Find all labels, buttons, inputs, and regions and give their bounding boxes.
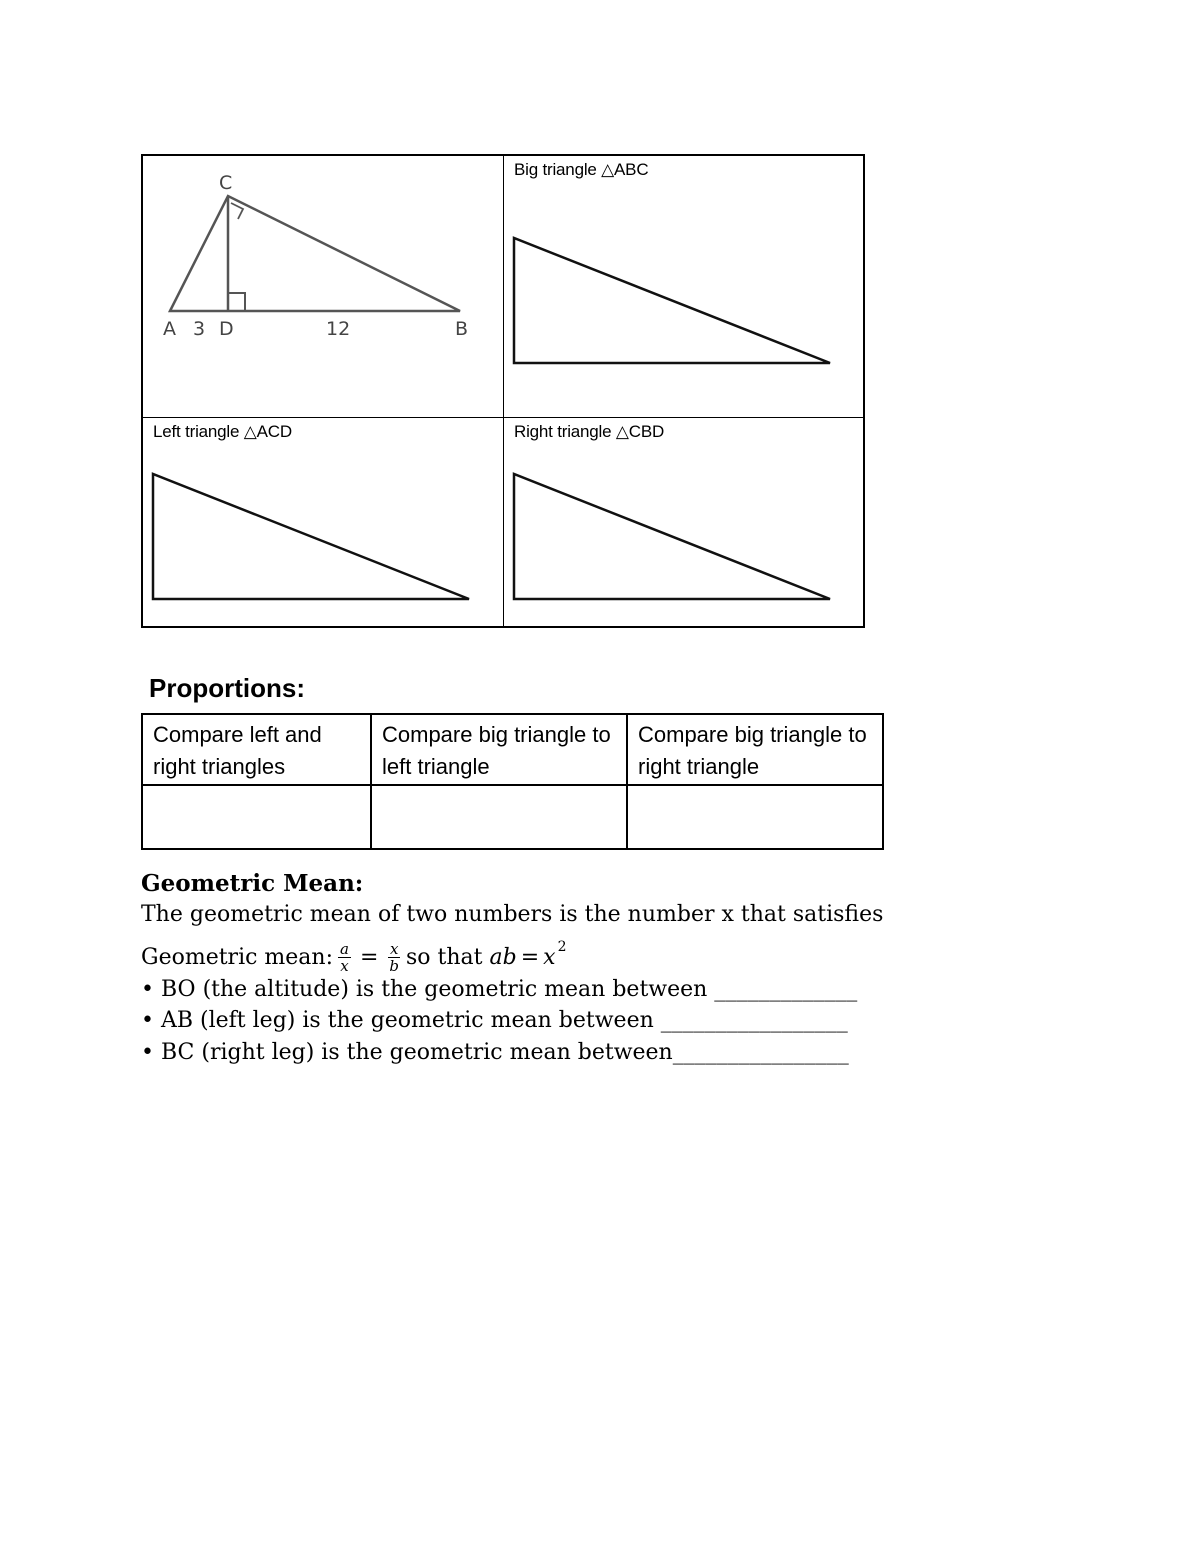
fraction2-numerator: x <box>389 939 399 958</box>
label-d: D <box>219 318 234 340</box>
label-a: A <box>163 318 176 340</box>
cell-big-triangle <box>504 156 865 418</box>
x-variable: x <box>543 944 556 970</box>
label-b: B <box>455 318 469 340</box>
label-ad-length: 3 <box>193 318 206 340</box>
answer-big-left[interactable] <box>371 785 627 849</box>
geometric-mean-heading: Geometric Mean: <box>141 870 364 897</box>
fraction2-denominator: b <box>389 956 400 975</box>
bullet-left-leg: • AB (left leg) is the geometric mean between _________________ <box>141 1008 848 1033</box>
left-triangle-drawing <box>143 418 503 626</box>
fraction-x-over-b <box>387 941 401 974</box>
label-db-length: 12 <box>326 318 351 340</box>
product-ab: ab <box>489 944 517 970</box>
col-big-left: Compare big triangle to left triangle <box>371 714 627 785</box>
exponent-two: 2 <box>557 939 567 955</box>
cell-right-triangle <box>504 418 865 626</box>
label-c: C <box>219 172 233 194</box>
fraction1-numerator: a <box>340 939 349 958</box>
geometric-mean-definition: The geometric mean of two numbers is the number x that satisfies <box>141 902 884 927</box>
bullet-altitude: • BO (the altitude) is the geometric mean between _____________ <box>141 977 858 1002</box>
answer-left-right[interactable] <box>142 785 371 849</box>
geometric-mean-formula <box>141 935 567 979</box>
proportions-header-row <box>142 714 883 785</box>
cell-original-diagram <box>143 156 504 418</box>
big-triangle-shape <box>514 238 830 363</box>
proportions-answer-row <box>142 785 883 849</box>
bullet-right-leg: • BC (right leg) is the geometric mean between________________ <box>141 1040 849 1065</box>
so-that-text: so that <box>406 944 483 970</box>
left-triangle-shape <box>153 474 469 599</box>
fraction1-denominator: x <box>340 956 349 975</box>
triangle-grid <box>141 154 865 628</box>
equals-sign-2: = <box>520 944 540 970</box>
right-angle-mark-d <box>228 293 245 311</box>
big-triangle-label: Big triangle △ABC <box>514 160 649 179</box>
right-triangle-label: Right triangle △CBD <box>514 422 665 441</box>
left-triangle-label: Left triangle △ACD <box>153 422 292 441</box>
equals-sign: = <box>359 944 379 970</box>
right-triangle-shape <box>514 474 830 599</box>
proportions-heading: Proportions: <box>149 673 305 703</box>
right-triangle-diagram <box>143 156 503 418</box>
cell-left-triangle <box>143 418 504 626</box>
fraction-a-over-x <box>338 941 351 974</box>
answer-big-right[interactable] <box>627 785 883 849</box>
col-left-right: Compare left and right triangles <box>142 714 371 785</box>
right-triangle-drawing <box>504 418 864 626</box>
right-angle-mark-c <box>231 203 243 219</box>
triangle-abc-outline <box>170 196 460 311</box>
formula-label: Geometric mean: <box>141 944 334 970</box>
proportions-table <box>141 713 884 850</box>
col-big-right: Compare big triangle to right triangle <box>627 714 883 785</box>
big-triangle-drawing <box>504 156 864 418</box>
